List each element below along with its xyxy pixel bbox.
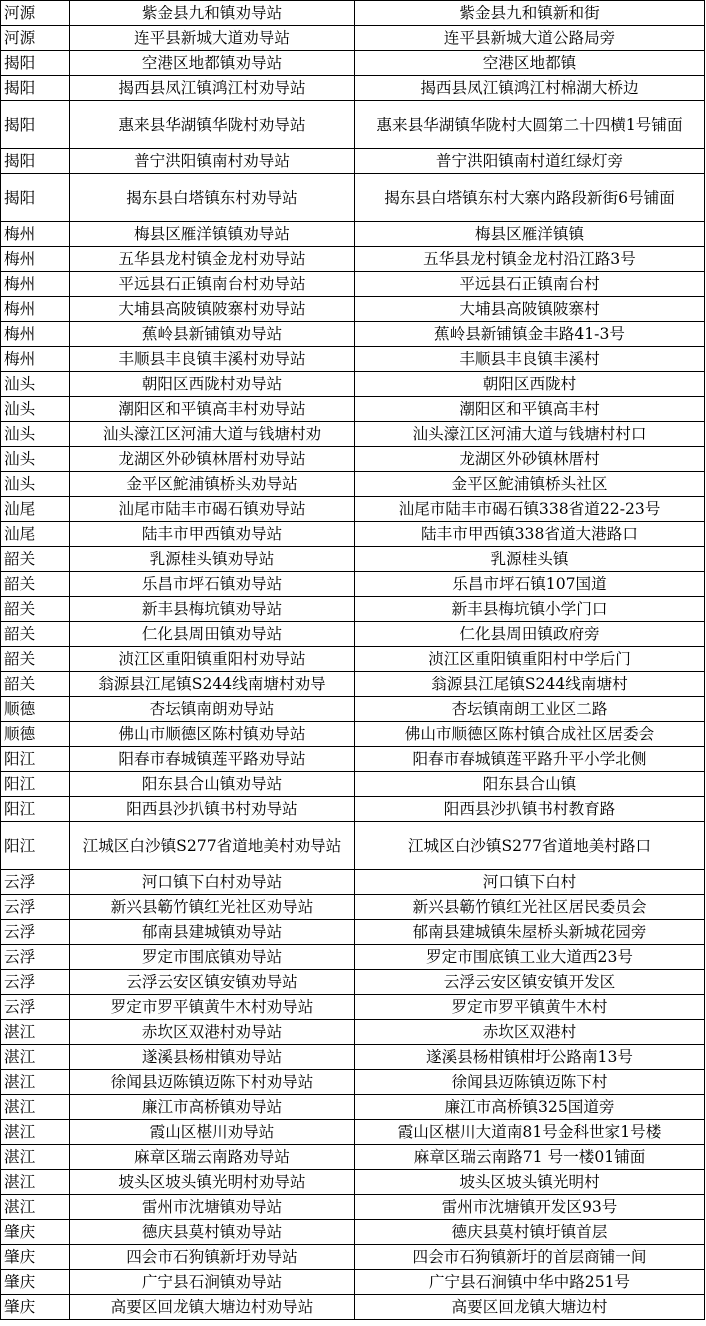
station-name-cell: 德庆县莫村镇劝导站 [70, 1220, 355, 1245]
station-name-cell: 徐闻县迈陈镇迈陈下村劝导站 [70, 1070, 355, 1095]
address-cell: 普宁洪阳镇南村道红绿灯旁 [355, 149, 705, 174]
city-cell: 湛江 [1, 1170, 70, 1195]
address-cell: 四会市石狗镇新圩的首层商铺一间 [355, 1245, 705, 1270]
city-cell: 梅州 [1, 297, 70, 322]
station-name-cell: 陆丰市甲西镇劝导站 [70, 522, 355, 547]
city-cell: 湛江 [1, 1070, 70, 1095]
table-row [1, 870, 705, 895]
station-name-cell: 郁南县建城镇劝导站 [70, 920, 355, 945]
table-row [1, 497, 705, 522]
table-row [1, 1295, 705, 1320]
address-cell: 大埔县高陂镇陂寨村 [355, 297, 705, 322]
address-cell: 揭西县凤江镇鸿江村棉湖大桥边 [355, 76, 705, 101]
city-cell: 梅州 [1, 222, 70, 247]
address-cell: 乐昌市坪石镇107国道 [355, 572, 705, 597]
station-name-cell: 揭东县白塔镇东村劝导站 [70, 174, 355, 222]
address-cell: 龙湖区外砂镇林厝村 [355, 447, 705, 472]
table-row [1, 522, 705, 547]
address-cell: 云浮云安区镇安镇开发区 [355, 970, 705, 995]
table-row [1, 149, 705, 174]
station-name-cell: 龙湖区外砂镇林厝村劝导站 [70, 447, 355, 472]
city-cell: 汕头 [1, 447, 70, 472]
address-cell: 河口镇下白村 [355, 870, 705, 895]
table-row [1, 1220, 705, 1245]
table-row [1, 697, 705, 722]
city-cell: 汕尾 [1, 497, 70, 522]
station-name-cell: 新兴县簕竹镇红光社区劝导站 [70, 895, 355, 920]
table-row [1, 772, 705, 797]
city-cell: 揭阳 [1, 174, 70, 222]
address-cell: 汕头濠江区河浦大道与钱塘村村口 [355, 422, 705, 447]
city-cell: 湛江 [1, 1120, 70, 1145]
address-cell: 汕尾市陆丰市碣石镇338省道22-23号 [355, 497, 705, 522]
table-row [1, 76, 705, 101]
station-name-cell: 朝阳区西陇村劝导站 [70, 372, 355, 397]
address-cell: 霞山区椹川大道南81号金科世家1号楼 [355, 1120, 705, 1145]
station-name-cell: 廉江市高桥镇劝导站 [70, 1095, 355, 1120]
station-name-cell: 高要区回龙镇大塘边村劝导站 [70, 1295, 355, 1320]
city-cell: 韶关 [1, 647, 70, 672]
address-cell: 罗定市罗平镇黄牛木村 [355, 995, 705, 1020]
station-name-cell: 空港区地都镇劝导站 [70, 51, 355, 76]
table-row [1, 797, 705, 822]
station-name-cell: 乳源桂头镇劝导站 [70, 547, 355, 572]
table-row [1, 995, 705, 1020]
station-name-cell: 潮阳区和平镇高丰村劝导站 [70, 397, 355, 422]
table-row [1, 247, 705, 272]
station-name-cell: 阳春市春城镇莲平路劝导站 [70, 747, 355, 772]
city-cell: 云浮 [1, 895, 70, 920]
address-cell: 浈江区重阳镇重阳村中学后门 [355, 647, 705, 672]
table-row [1, 422, 705, 447]
table-body [1, 1, 705, 1320]
table-row [1, 1195, 705, 1220]
station-name-cell: 乐昌市坪石镇劝导站 [70, 572, 355, 597]
address-cell: 赤坎区双港村 [355, 1020, 705, 1045]
station-name-cell: 麻章区瑞云南路劝导站 [70, 1145, 355, 1170]
table-row [1, 970, 705, 995]
city-cell: 肇庆 [1, 1295, 70, 1320]
station-name-cell: 遂溪县杨柑镇劝导站 [70, 1045, 355, 1070]
city-cell: 韶关 [1, 597, 70, 622]
city-cell: 阳江 [1, 772, 70, 797]
station-name-cell: 揭西县凤江镇鸿江村劝导站 [70, 76, 355, 101]
city-cell: 肇庆 [1, 1220, 70, 1245]
address-cell: 广宁县石涧镇中华中路251号 [355, 1270, 705, 1295]
station-name-cell: 大埔县高陂镇陂寨村劝导站 [70, 297, 355, 322]
address-cell: 丰顺县丰良镇丰溪村 [355, 347, 705, 372]
city-cell: 韶关 [1, 622, 70, 647]
station-name-cell: 河口镇下白村劝导站 [70, 870, 355, 895]
city-cell: 阳江 [1, 747, 70, 772]
table-row [1, 647, 705, 672]
table-row [1, 895, 705, 920]
table-row [1, 1095, 705, 1120]
address-cell: 翁源县江尾镇S244线南塘村 [355, 672, 705, 697]
city-cell: 云浮 [1, 870, 70, 895]
table-row [1, 1070, 705, 1095]
city-cell: 云浮 [1, 945, 70, 970]
table-row [1, 822, 705, 870]
city-cell: 揭阳 [1, 76, 70, 101]
table-row [1, 174, 705, 222]
table-row [1, 297, 705, 322]
station-name-cell: 四会市石狗镇新圩劝导站 [70, 1245, 355, 1270]
station-name-cell: 浈江区重阳镇重阳村劝导站 [70, 647, 355, 672]
table-row [1, 26, 705, 51]
station-name-cell: 丰顺县丰良镇丰溪村劝导站 [70, 347, 355, 372]
city-cell: 阳江 [1, 797, 70, 822]
city-cell: 云浮 [1, 920, 70, 945]
address-cell: 佛山市顺德区陈村镇合成社区居委会 [355, 722, 705, 747]
table-row [1, 1170, 705, 1195]
station-name-cell: 赤坎区双港村劝导站 [70, 1020, 355, 1045]
table-row [1, 472, 705, 497]
table-row [1, 572, 705, 597]
city-cell: 韶关 [1, 672, 70, 697]
city-cell: 阳江 [1, 822, 70, 870]
city-cell: 揭阳 [1, 51, 70, 76]
city-cell: 湛江 [1, 1095, 70, 1120]
station-name-cell: 金平区鮀浦镇桥头劝导站 [70, 472, 355, 497]
city-cell: 揭阳 [1, 149, 70, 174]
city-cell: 韶关 [1, 572, 70, 597]
city-cell: 顺德 [1, 722, 70, 747]
station-name-cell: 坡头区坡头镇光明村劝导站 [70, 1170, 355, 1195]
station-name-cell: 云浮云安区镇安镇劝导站 [70, 970, 355, 995]
address-cell: 廉江市高桥镇325国道旁 [355, 1095, 705, 1120]
city-cell: 韶关 [1, 547, 70, 572]
table-row [1, 1, 705, 26]
address-cell: 梅县区雁洋镇镇 [355, 222, 705, 247]
table-row [1, 1145, 705, 1170]
address-cell: 郁南县建城镇朱屋桥头新城花园旁 [355, 920, 705, 945]
station-name-cell: 惠来县华湖镇华陇村劝导站 [70, 101, 355, 149]
address-cell: 雷州市沈塘镇开发区93号 [355, 1195, 705, 1220]
city-cell: 汕头 [1, 372, 70, 397]
address-cell: 金平区鮀浦镇桥头社区 [355, 472, 705, 497]
address-cell: 杏坛镇南朗工业区二路 [355, 697, 705, 722]
address-cell: 仁化县周田镇政府旁 [355, 622, 705, 647]
station-name-cell: 五华县龙村镇金龙村劝导站 [70, 247, 355, 272]
address-cell: 坡头区坡头镇光明村 [355, 1170, 705, 1195]
table-row [1, 51, 705, 76]
city-cell: 河源 [1, 1, 70, 26]
city-cell: 梅州 [1, 247, 70, 272]
table-row [1, 672, 705, 697]
address-cell: 连平县新城大道公路局旁 [355, 26, 705, 51]
table-row [1, 1120, 705, 1145]
table-row [1, 347, 705, 372]
city-cell: 云浮 [1, 970, 70, 995]
address-cell: 紫金县九和镇新和街 [355, 1, 705, 26]
city-cell: 汕头 [1, 397, 70, 422]
address-cell: 潮阳区和平镇高丰村 [355, 397, 705, 422]
address-cell: 德庆县莫村镇圩镇首层 [355, 1220, 705, 1245]
city-cell: 肇庆 [1, 1270, 70, 1295]
station-name-cell: 佛山市顺德区陈村镇劝导站 [70, 722, 355, 747]
address-cell: 徐闻县迈陈镇迈陈下村 [355, 1070, 705, 1095]
station-name-cell: 连平县新城大道劝导站 [70, 26, 355, 51]
table-row [1, 547, 705, 572]
table-row [1, 920, 705, 945]
station-name-cell: 广宁县石涧镇劝导站 [70, 1270, 355, 1295]
table-row [1, 447, 705, 472]
address-cell: 乳源桂头镇 [355, 547, 705, 572]
city-cell: 梅州 [1, 322, 70, 347]
table-row [1, 722, 705, 747]
city-cell: 云浮 [1, 995, 70, 1020]
address-cell: 麻章区瑞云南路71 号一楼01铺面 [355, 1145, 705, 1170]
address-cell: 罗定市围底镇工业大道西23号 [355, 945, 705, 970]
station-name-cell: 普宁洪阳镇南村劝导站 [70, 149, 355, 174]
station-name-cell: 汕头濠江区河浦大道与钱塘村劝 [70, 422, 355, 447]
table-row [1, 101, 705, 149]
city-cell: 揭阳 [1, 101, 70, 149]
table-row [1, 1045, 705, 1070]
table-row [1, 597, 705, 622]
address-cell: 揭东县白塔镇东村大寨内路段新街6号铺面 [355, 174, 705, 222]
table-row [1, 1020, 705, 1045]
address-cell: 空港区地都镇 [355, 51, 705, 76]
station-name-cell: 仁化县周田镇劝导站 [70, 622, 355, 647]
address-cell: 阳东县合山镇 [355, 772, 705, 797]
address-cell: 蕉岭县新铺镇金丰路41-3号 [355, 322, 705, 347]
table-row [1, 322, 705, 347]
table-row [1, 372, 705, 397]
station-name-cell: 汕尾市陆丰市碣石镇劝导站 [70, 497, 355, 522]
station-name-cell: 罗定市围底镇劝导站 [70, 945, 355, 970]
table-row [1, 1270, 705, 1295]
city-cell: 河源 [1, 26, 70, 51]
address-cell: 五华县龙村镇金龙村沿江路3号 [355, 247, 705, 272]
table-row [1, 222, 705, 247]
city-cell: 梅州 [1, 347, 70, 372]
station-name-cell: 翁源县江尾镇S244线南塘村劝导 [70, 672, 355, 697]
table-row [1, 272, 705, 297]
station-name-cell: 紫金县九和镇劝导站 [70, 1, 355, 26]
city-cell: 肇庆 [1, 1245, 70, 1270]
station-name-cell: 霞山区椹川劝导站 [70, 1120, 355, 1145]
address-cell: 朝阳区西陇村 [355, 372, 705, 397]
address-cell: 新丰县梅坑镇小学门口 [355, 597, 705, 622]
station-name-cell: 罗定市罗平镇黄牛木村劝导站 [70, 995, 355, 1020]
city-cell: 湛江 [1, 1020, 70, 1045]
station-name-cell: 阳东县合山镇劝导站 [70, 772, 355, 797]
city-cell: 顺德 [1, 697, 70, 722]
address-cell: 江城区白沙镇S277省道地美村路口 [355, 822, 705, 870]
station-name-cell: 平远县石正镇南台村劝导站 [70, 272, 355, 297]
address-cell: 阳春市春城镇莲平路升平小学北侧 [355, 747, 705, 772]
city-cell: 汕尾 [1, 522, 70, 547]
city-cell: 汕头 [1, 422, 70, 447]
table-row [1, 945, 705, 970]
address-cell: 陆丰市甲西镇338省道大港路口 [355, 522, 705, 547]
address-cell: 平远县石正镇南台村 [355, 272, 705, 297]
station-name-cell: 阳西县沙扒镇书村劝导站 [70, 797, 355, 822]
table-row [1, 397, 705, 422]
city-cell: 湛江 [1, 1045, 70, 1070]
address-cell: 新兴县簕竹镇红光社区居民委员会 [355, 895, 705, 920]
city-cell: 梅州 [1, 272, 70, 297]
address-cell: 惠来县华湖镇华陇村大圆第二十四横1号铺面 [355, 101, 705, 149]
city-cell: 湛江 [1, 1145, 70, 1170]
address-cell: 遂溪县杨柑镇柑圩公路南13号 [355, 1045, 705, 1070]
city-cell: 汕头 [1, 472, 70, 497]
station-name-cell: 杏坛镇南朗劝导站 [70, 697, 355, 722]
station-name-cell: 江城区白沙镇S277省道地美村劝导站 [70, 822, 355, 870]
station-name-cell: 梅县区雁洋镇镇劝导站 [70, 222, 355, 247]
station-name-cell: 新丰县梅坑镇劝导站 [70, 597, 355, 622]
address-cell: 阳西县沙扒镇书村教育路 [355, 797, 705, 822]
table-row [1, 1245, 705, 1270]
address-cell: 高要区回龙镇大塘边村 [355, 1295, 705, 1320]
table-row [1, 747, 705, 772]
city-cell: 湛江 [1, 1195, 70, 1220]
table-row [1, 622, 705, 647]
station-name-cell: 蕉岭县新铺镇劝导站 [70, 322, 355, 347]
station-name-cell: 雷州市沈塘镇劝导站 [70, 1195, 355, 1220]
